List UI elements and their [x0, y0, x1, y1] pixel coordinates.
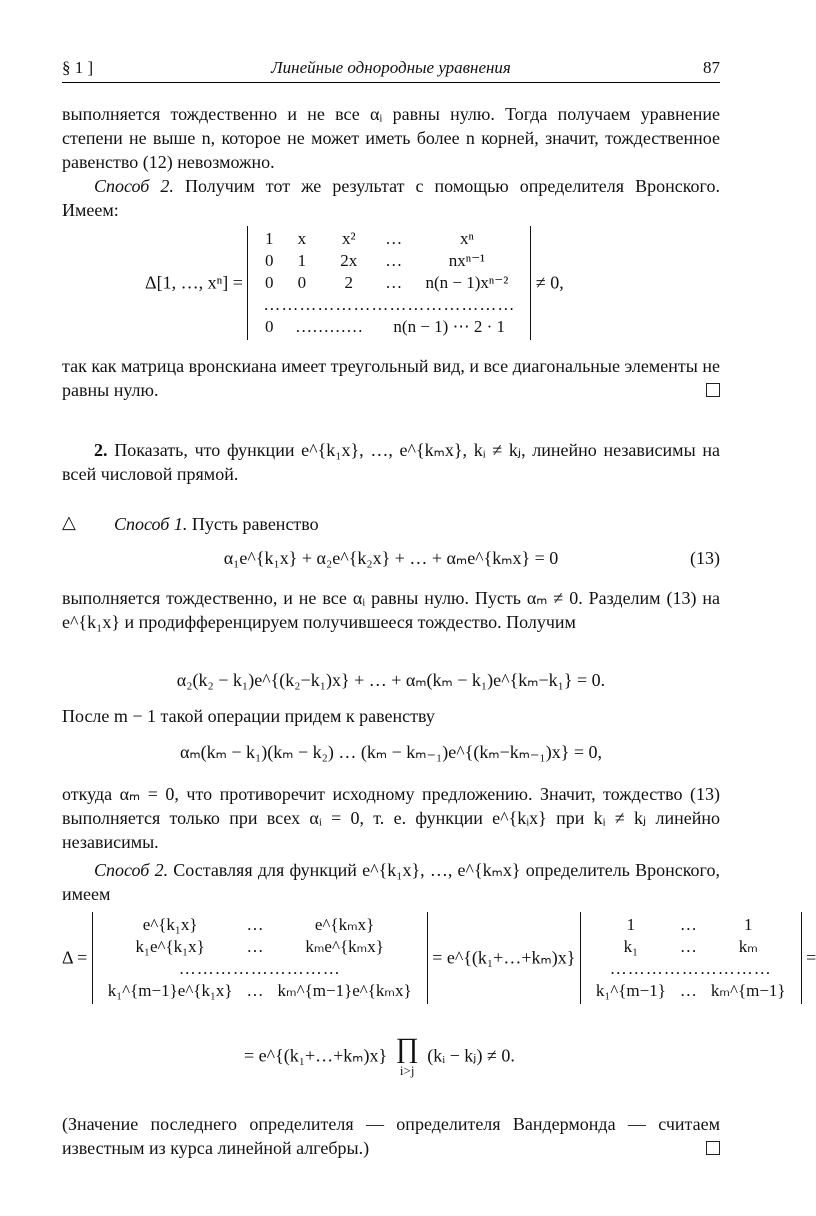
product-index: i>j [399, 1063, 415, 1078]
det-cell: e^{kₘx} [314, 915, 375, 934]
formula-1-lhs: Δ[1, …, xⁿ] = [145, 272, 243, 293]
dots-row: …………………………………… [263, 295, 516, 314]
equation-b-body: αₘ(kₘ − k₁)(kₘ − k₂) … (kₘ − kₘ₋₁)e^{(kₘ−kₘ₋₁)x} = 0, [180, 742, 602, 762]
paragraph-4-text: выполняется тождественно, и не все αᵢ равны нулю. Пусть αₘ ≠ 0. Разделим (13) на e^{k₁x} и продифференцируем получившееся тождество. Получим [62, 588, 720, 632]
det-cell: … [246, 915, 264, 934]
det-cell: … [385, 229, 403, 248]
wronskian-formula-1 [145, 226, 564, 340]
det-cell: kₘe^{kₘx} [305, 937, 384, 956]
det-cell: e^{k₁x} [142, 915, 198, 934]
paragraph-2-text: Получим тот же результат с помощью определителя Вронского. Имеем: [62, 176, 720, 220]
det-cell: 0 [265, 273, 274, 292]
det-cell: 1 [743, 915, 753, 934]
det-cell: 1 [265, 229, 274, 248]
det-cell: n(n − 1)xⁿ⁻² [425, 273, 509, 292]
determinant-2 [92, 912, 428, 1004]
formula-1-rhs: ≠ 0, [535, 272, 564, 293]
det-cell: k₁^{m−1} [595, 981, 666, 1000]
qed-square-icon [706, 1141, 720, 1155]
det-cell: 0 [297, 273, 307, 292]
det-cell: 0 [265, 317, 274, 336]
paragraph-4 [62, 586, 720, 634]
paragraph-5 [62, 704, 720, 728]
det-dots-row [256, 294, 522, 316]
problem-number: 2. [94, 440, 108, 460]
det-cell: … [679, 937, 697, 956]
paragraph-1 [62, 102, 720, 174]
det-row [589, 936, 793, 958]
equation-13-number: (13) [690, 548, 720, 568]
det-dots-row [589, 958, 793, 980]
det-cell: … [385, 251, 403, 270]
method-1-label: Способ 1. [114, 514, 188, 534]
paragraph-6-text: откуда αₘ = 0, что противоречит исходному предложению. Значит, тождество (13) выполняется только при всех αᵢ = 0, т. е. функции e^{kᵢx} при kᵢ ≠ kⱼ линейно независимы. [62, 784, 720, 852]
formula-2-end: = [806, 947, 816, 968]
paragraph-7 [62, 858, 720, 906]
det-row [101, 914, 419, 936]
formula-2-mid: = e^{(k₁+…+kₘ)x} [432, 947, 576, 968]
det-row [101, 980, 419, 1002]
det-cell: nxⁿ⁻¹ [448, 251, 486, 270]
det-cell: k₁^{m−1}e^{k₁x} [107, 981, 233, 1000]
det-row [256, 228, 522, 250]
method-1-text: Пусть равенство [187, 514, 319, 534]
product-symbol: ∏ [395, 1033, 419, 1064]
det-cell: k₁ [623, 937, 639, 956]
product-lhs: = e^{(k₁+…+kₘ)x} [244, 1045, 388, 1066]
paragraph-6 [62, 782, 720, 854]
formula-2-lhs: Δ = [62, 947, 88, 968]
det-cell: x² [342, 229, 356, 248]
paragraph-3 [62, 354, 720, 402]
det-dots-row [101, 958, 419, 980]
paragraph-2 [62, 174, 720, 222]
det-cell: kₘ^{m−1}e^{kₘx} [277, 981, 412, 1000]
problem-2 [62, 438, 720, 486]
determinant-1 [247, 226, 531, 340]
det-cell: … [246, 981, 264, 1000]
det-row [589, 980, 793, 1002]
det-row [256, 316, 522, 338]
determinant-3 [580, 912, 802, 1004]
paragraph-1-text: выполняется тождественно и не все αᵢ равны нулю. Тогда получаем уравнение степени не выше n, которое не может иметь более n корней, значит, тождественное равенство (12) невозможно. [62, 104, 720, 172]
equation-13 [62, 548, 720, 569]
det-cell: … [246, 937, 264, 956]
method-2-label: Способ 2. [94, 176, 174, 196]
equation-a-body: α₂(k₂ − k₁)e^{(k₂−k₁)x} + … + αₘ(kₘ − k₁)e^{kₘ−k₁} = 0. [176, 670, 606, 690]
det-row [589, 914, 793, 936]
det-cell: ………… [295, 317, 364, 336]
paragraph-8-text: (Значение последнего определителя — определителя Вандермонда — считаем известным из курса линейной алгебры.) [62, 1114, 720, 1158]
det-row [101, 936, 419, 958]
page-number: 87 [703, 58, 720, 77]
product-operator [396, 1034, 419, 1078]
problem-2-text: Показать, что функции e^{k₁x}, …, e^{kₘx}, kᵢ ≠ kⱼ, линейно независимы на всей числовой прямой. [62, 440, 720, 484]
method-2b-label: Способ 2. [94, 860, 169, 880]
det-cell: 0 [265, 251, 274, 270]
paragraph-8 [62, 1112, 720, 1160]
dots-row: ……………………… [178, 959, 341, 978]
det-cell: 2 [344, 273, 354, 292]
equation-13-body: α₁e^{k₁x} + α₂e^{k₂x} + … + αₘe^{kₘx} = 0 [223, 548, 559, 568]
qed-square-icon [706, 383, 720, 397]
det-cell: kₘ^{m−1} [710, 981, 786, 1000]
det-cell: n(n − 1) ⋯ 2 · 1 [393, 317, 505, 336]
method-1-intro [114, 512, 720, 536]
det-cell: x [297, 229, 307, 248]
equation-b [62, 742, 720, 763]
det-cell: xⁿ [460, 229, 474, 248]
det-row [256, 250, 522, 272]
paragraph-3-text: так как матрица вронскиана имеет треугольный вид, и все диагональные элементы не равны нулю. [62, 356, 720, 400]
det-cell: … [679, 915, 697, 934]
product-rhs: (kᵢ − kⱼ) ≠ 0. [427, 1045, 515, 1066]
det-cell: k₁e^{k₁x} [135, 937, 205, 956]
det-cell: 1 [297, 251, 307, 270]
method-2b-text: Составляя для функций e^{k₁x}, …, e^{kₘx} определитель Вронского, имеем [62, 860, 720, 904]
equation-a [62, 670, 720, 691]
det-cell: 2x [340, 251, 358, 270]
triangle-icon: △ [62, 512, 76, 533]
det-cell: kₘ [738, 937, 758, 956]
wronskian-formula-2 [62, 912, 816, 1004]
det-cell: … [385, 273, 403, 292]
det-cell: 1 [626, 915, 636, 934]
running-title: Линейные однородные уравнения [271, 58, 511, 77]
product-formula [244, 1034, 515, 1078]
running-header [62, 58, 720, 83]
det-row [256, 272, 522, 294]
dots-row: ……………………… [609, 959, 772, 978]
det-cell: … [679, 981, 697, 1000]
paragraph-5-text: После m − 1 такой операции придем к равенству [62, 706, 435, 726]
section-number: § 1 ] [62, 58, 94, 77]
